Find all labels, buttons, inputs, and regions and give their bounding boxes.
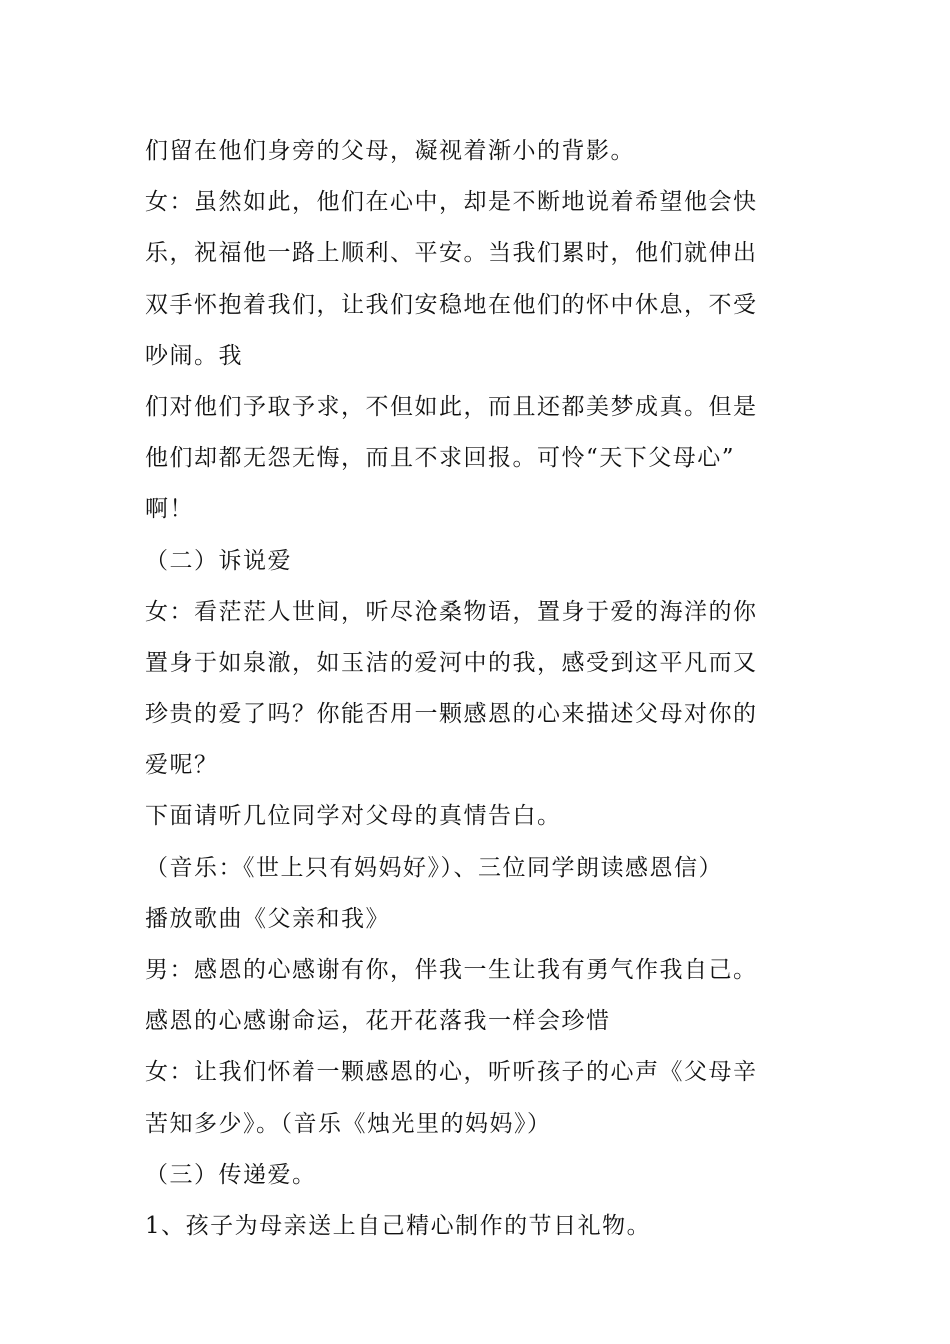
text-line: 置身于如泉澈，如玉洁的爱河中的我，感受到这平凡而又 [145,649,758,676]
text-line: 女：让我们怀着一颗感恩的心，听听孩子的心声《父母辛 [145,1059,758,1086]
text-line: 女：看茫茫人世间，听尽沧桑物语，置身于爱的海洋的你 [145,598,758,625]
text-line: 1、孩子为母亲送上自己精心制作的节日礼物。 [145,1212,652,1239]
text-line: 感恩的心感谢命运，花开花落我一样会珍惜 [145,1008,611,1035]
text-line: 苦知多少》。（音乐《烛光里的妈妈》） [145,1110,552,1137]
text-line: 乐，祝福他一路上顺利、平安。当我们累时，他们就伸出 [145,240,758,267]
section-heading: （三）传递爱。 [145,1161,317,1188]
text-line: 啊！ [145,496,194,523]
text-line: 女：虽然如此，他们在心中，却是不断地说着希望他会快 [145,189,758,216]
text-line: 双手怀抱着我们，让我们安稳地在他们的怀中休息，不受 [145,291,758,318]
text-line: （音乐：《世上只有妈妈好》）、三位同学朗读感恩信） [145,854,723,881]
text-line: 下面请听几位同学对父母的真情告白。 [145,803,562,830]
text-line: 爱呢？ [145,752,219,779]
text-line: 他们却都无怨无悔，而且不求回报。可怜“天下父母心” [145,445,736,472]
text-line: 珍贵的爱了吗？你能否用一颗感恩的心来描述父母对你的 [145,701,758,728]
document-body [145,126,825,1252]
section-heading: （二）诉说爱 [145,547,292,574]
text-line: 播放歌曲《父亲和我》 [145,905,390,932]
text-line: 们对他们予取予求，不但如此，而且还都美梦成真。但是 [145,393,758,420]
text-line: 吵闹。我 [145,342,243,369]
text-line: 们留在他们身旁的父母，凝视着渐小的背影。 [145,138,635,164]
text-line: 男：感恩的心感谢有你，伴我一生让我有勇气作我自己。 [145,957,758,983]
